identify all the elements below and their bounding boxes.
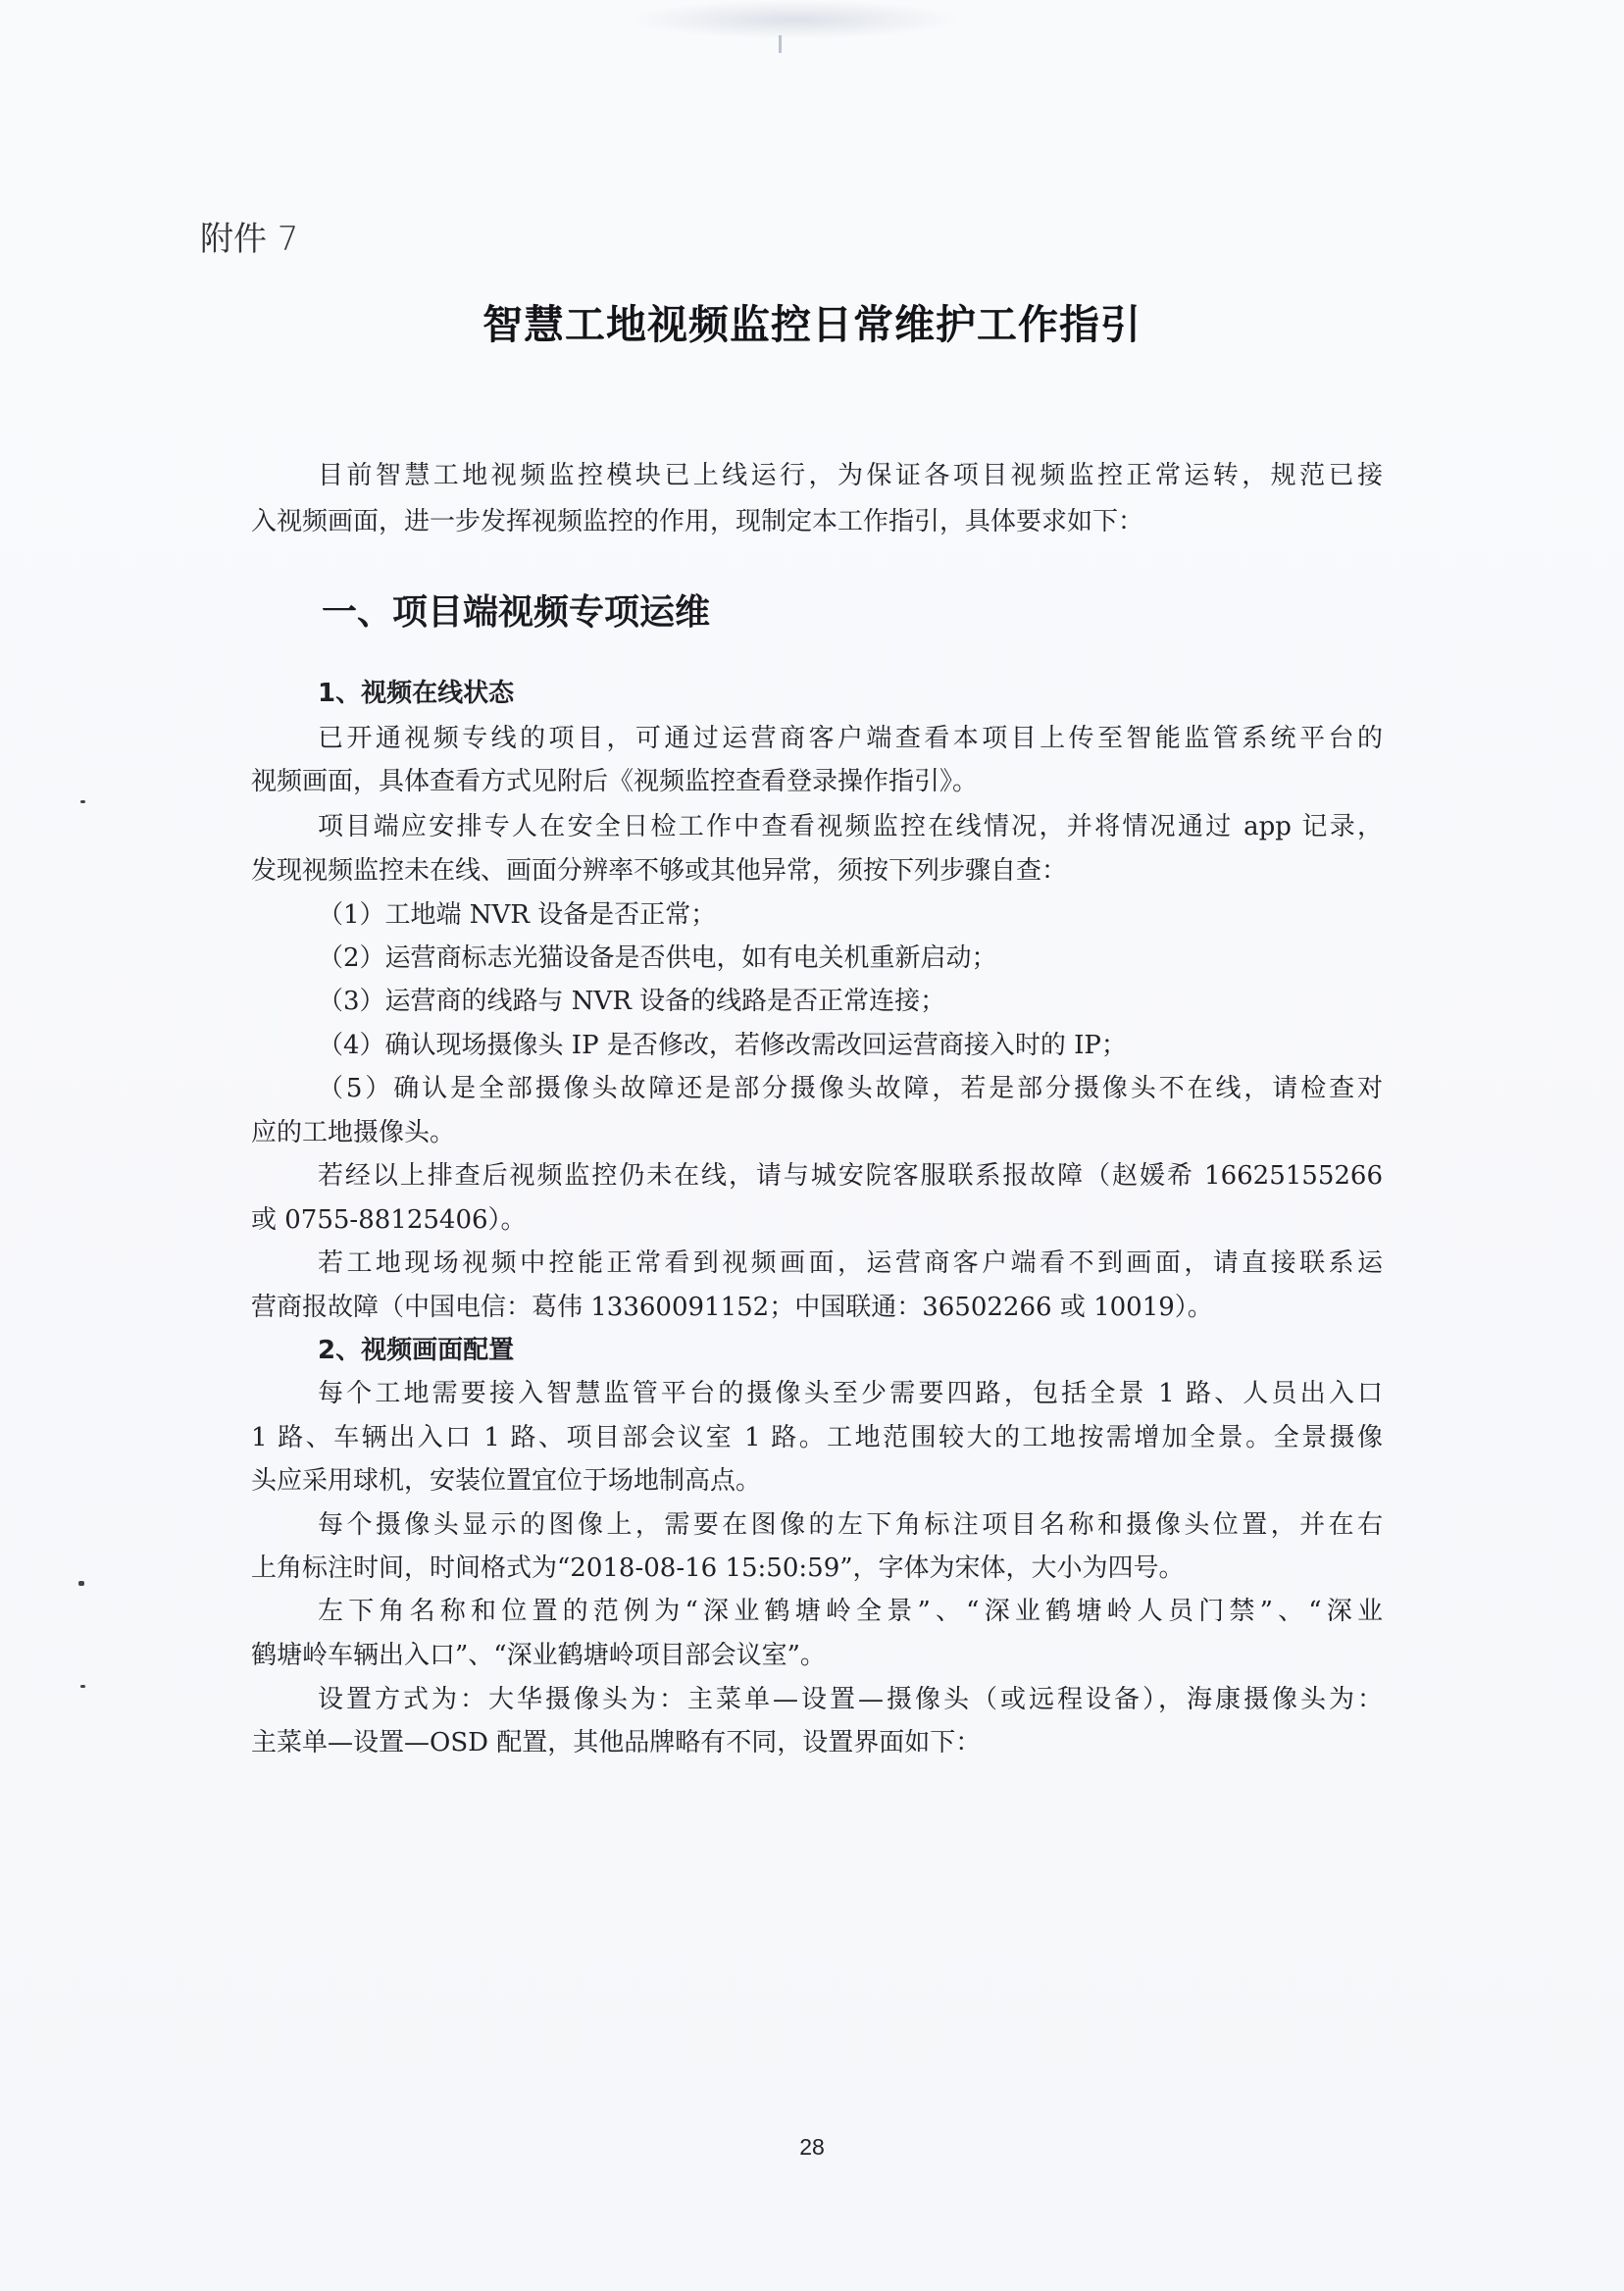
paragraph-line: 头应采用球机，安装位置宜位于场地制高点。 xyxy=(251,1466,762,1496)
section-heading: 一、项目端视频专项运维 xyxy=(322,592,711,633)
intro-line-2: 入视频画面，进一步发挥视频监控的作用，现制定本工作指引，具体要求如下： xyxy=(251,507,1144,536)
scan-mark xyxy=(779,35,782,53)
paragraph-line: 左下角名称和位置的范例为“深业鹤塘岭全景”、“深业鹤塘岭人员门禁”、“深业 xyxy=(318,1597,1383,1626)
intro-line-1: 目前智慧工地视频监控模块已上线运行，为保证各项目视频监控正常运转，规范已接 xyxy=(318,461,1383,490)
scan-smudge xyxy=(628,0,961,39)
paragraph-line: 设置方式为：大华摄像头为：主菜单—设置—摄像头（或远程设备），海康摄像头为： xyxy=(318,1685,1383,1714)
paragraph-line: 或 0755-88125406）。 xyxy=(251,1205,527,1235)
scan-speck xyxy=(80,800,85,803)
subheading-video-online-status: 1、视频在线状态 xyxy=(318,679,515,708)
checklist-step: （5）确认是全部摄像头故障还是部分摄像头故障，若是部分摄像头不在线，请检查对 xyxy=(318,1074,1383,1103)
paragraph-line: 每个摄像头显示的图像上，需要在图像的左下角标注项目名称和摄像头位置，并在右 xyxy=(318,1510,1383,1540)
paragraph-line: 视频画面，具体查看方式见附后《视频监控查看登录操作指引》。 xyxy=(251,767,979,796)
paragraph-line: 鹤塘岭车辆出入口”、“深业鹤塘岭项目部会议室”。 xyxy=(251,1641,826,1670)
paragraph-line: 1 路、车辆出入口 1 路、项目部会议室 1 路。工地范围较大的工地按需增加全景。全景摄像 xyxy=(251,1423,1383,1452)
checklist-step: （1）工地端 NVR 设备是否正常； xyxy=(318,900,717,930)
paragraph-line: 上角标注时间，时间格式为“2018-08-16 15:50:59”，字体为宋体，大小为四号。 xyxy=(251,1553,1185,1583)
paragraph-line: 已开通视频专线的项目，可通过运营商客户端查看本项目上传至智能监管系统平台的 xyxy=(318,724,1383,753)
checklist-step: （3）运营商的线路与 NVR 设备的线路是否正常连接； xyxy=(318,987,946,1016)
scan-speck xyxy=(78,1581,84,1586)
scan-speck xyxy=(80,1685,85,1688)
document-title: 智慧工地视频监控日常维护工作指引 xyxy=(482,301,1142,348)
paragraph-line: 项目端应安排专人在安全日检工作中查看视频监控在线情况，并将情况通过 app 记录， xyxy=(318,812,1383,841)
paragraph-line: 每个工地需要接入智慧监管平台的摄像头至少需要四路，包括全景 1 路、人员出入口 xyxy=(318,1379,1383,1408)
paragraph-line: 营商报故障（中国电信：葛伟 13360091152；中国联通：36502266 或 10019）。 xyxy=(251,1293,1213,1322)
attachment-label: 附件 7 xyxy=(200,220,299,259)
page-number: 28 xyxy=(799,2134,825,2160)
paragraph-line: 发现视频监控未在线、画面分辨率不够或其他异常，须按下列步骤自查： xyxy=(251,856,1068,886)
checklist-step: （2）运营商标志光猫设备是否供电，如有电关机重新启动； xyxy=(318,943,997,973)
checklist-step: （4）确认现场摄像头 IP 是否修改，若修改需改回运营商接入时的 IP； xyxy=(318,1031,1127,1060)
checklist-step: 应的工地摄像头。 xyxy=(251,1118,456,1147)
paragraph-line: 若工地现场视频中控能正常看到视频画面，运营商客户端看不到画面，请直接联系运 xyxy=(318,1248,1383,1278)
paragraph-line: 若经以上排查后视频监控仍未在线，请与城安院客服联系报故障（赵媛希 16625155266 xyxy=(318,1161,1383,1191)
paragraph-line: 主菜单—设置—OSD 配置，其他品牌略有不同，设置界面如下： xyxy=(251,1728,982,1757)
subheading-video-config: 2、视频画面配置 xyxy=(318,1336,515,1365)
